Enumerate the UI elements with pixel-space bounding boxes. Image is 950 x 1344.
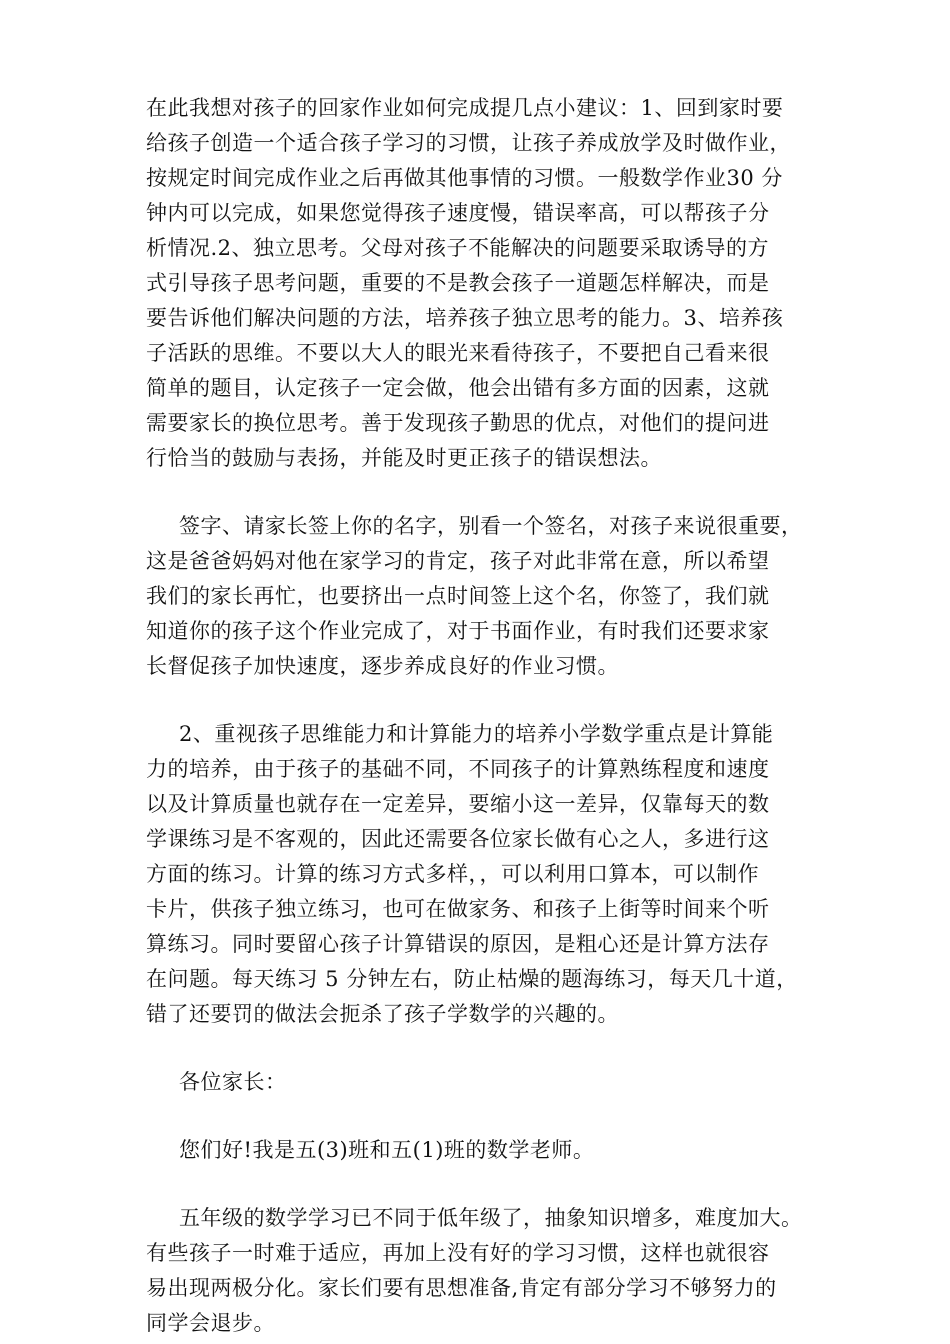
paragraph-spacer — [146, 1032, 826, 1065]
paragraph-signature — [146, 509, 826, 684]
text-line: 析情况.2、独立思考。父母对孩子不能解决的问题要采取诱导的方 — [146, 236, 770, 260]
text-line: 算练习。同时要留心孩子计算错误的原因，是粗心还是计算方法存 — [146, 932, 770, 956]
text-line: 子活跃的思维。不要以大人的眼光来看待孩子，不要把自己看来很 — [146, 341, 770, 365]
text-line: 知道你的孩子这个作业完成了，对于书面作业，有时我们还要求家 — [146, 619, 770, 643]
paragraph-teacher-intro — [146, 1133, 826, 1168]
text-line: 学课练习是不客观的，因此还需要各位家长做有心之人，多进行这 — [146, 827, 770, 851]
paragraph-spacer — [146, 1100, 826, 1133]
text-line: 方面的练习。计算的练习方式多样，，可以利用口算本，可以制作 — [146, 862, 759, 886]
paragraph-calculation-ability — [146, 717, 826, 1032]
text-line: 需要家长的换位思考。善于发现孩子勤思的优点，对他们的提问进 — [146, 411, 770, 435]
text-line: 我们的家长再忙，也要挤出一点时间签上这个名，你签了，我们就 — [146, 584, 770, 608]
text-line: 在问题。每天练习 5 分钟左右，防止枯燥的题海练习，每天几十道， — [146, 967, 798, 991]
text-line: 这是爸爸妈妈对他在家学习的肯定，孩子对此非常在意，所以希望 — [146, 549, 770, 573]
paragraph-homework-suggestions — [146, 91, 826, 476]
paragraph-spacer — [146, 1168, 826, 1201]
text-line: 2、重视孩子思维能力和计算能力的培养小学数学重点是计算能 — [179, 722, 774, 746]
paragraph-spacer — [146, 476, 826, 509]
text-line: 各位家长： — [179, 1070, 287, 1094]
text-line: 式引导孩子思考问题，重要的不是教会孩子一道题怎样解决，而是 — [146, 271, 770, 295]
text-line: 钟内可以完成，如果您觉得孩子速度慢，错误率高，可以帮孩子分 — [146, 201, 770, 225]
text-line: 要告诉他们解决问题的方法，培养孩子独立思考的能力。3、培养孩 — [146, 306, 784, 330]
text-line: 签字、请家长签上你的名字，别看一个签名，对孩子来说很重要， — [179, 514, 803, 538]
text-line: 有些孩子一时难于适应，再加上没有好的学习习惯，这样也就很容 — [146, 1241, 770, 1265]
text-line: 以及计算质量也就存在一定差异，要缩小这一差异，仅靠每天的数 — [146, 792, 770, 816]
text-line: 力的培养，由于孩子的基础不同，不同孩子的计算熟练程度和速度 — [146, 757, 770, 781]
text-line: 按规定时间完成作业之后再做其他事情的习惯。一般数学作业30 分 — [146, 166, 783, 190]
text-line: 您们好!我是五(3)班和五(1)班的数学老师。 — [179, 1138, 595, 1162]
text-line: 同学会退步。 — [146, 1311, 275, 1335]
text-line: 卡片，供孩子独立练习，也可在做家务、和孩子上街等时间来个听 — [146, 897, 770, 921]
text-line: 五年级的数学学习已不同于低年级了，抽象知识增多，难度加大。 — [179, 1206, 803, 1230]
paragraph-greeting — [146, 1065, 826, 1100]
paragraph-grade-five-math — [146, 1201, 826, 1341]
text-line: 给孩子创造一个适合孩子学习的习惯，让孩子养成放学及时做作业， — [146, 131, 791, 155]
text-line: 错了还要罚的做法会扼杀了孩子学数学的兴趣的。 — [146, 1002, 619, 1026]
document-body — [146, 91, 826, 1341]
text-line: 行恰当的鼓励与表扬，并能及时更正孩子的错误想法。 — [146, 446, 662, 470]
text-line: 简单的题目，认定孩子一定会做，他会出错有多方面的因素，这就 — [146, 376, 770, 400]
paragraph-spacer — [146, 684, 826, 717]
text-line: 易出现两极分化。家长们要有思想准备,肯定有部分学习不够努力的 — [146, 1276, 777, 1300]
text-line: 在此我想对孩子的回家作业如何完成提几点小建议：1、回到家时要 — [146, 96, 784, 120]
text-line: 长督促孩子加快速度，逐步养成良好的作业习惯。 — [146, 654, 619, 678]
